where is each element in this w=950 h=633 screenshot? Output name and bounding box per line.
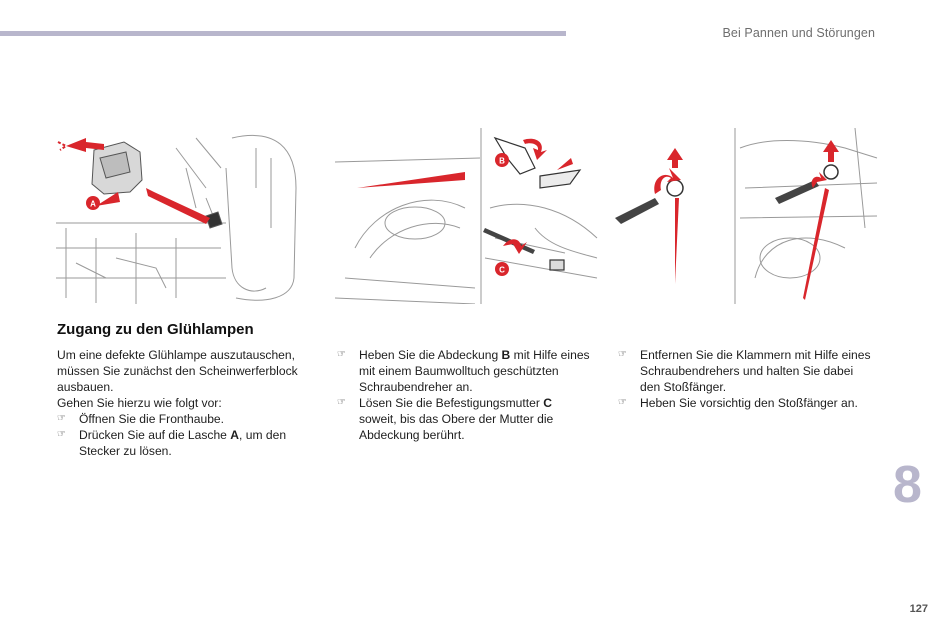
instructions-column-3 xyxy=(618,347,873,411)
instructions-column-2 xyxy=(337,347,592,443)
pointing-hand-icon: ☞ xyxy=(337,397,346,408)
page-number: 127 xyxy=(909,603,928,615)
lead-text: Gehen Sie hierzu wie folgt vor: xyxy=(57,396,222,410)
pointing-hand-icon: ☞ xyxy=(57,413,66,424)
illustration-bumper xyxy=(615,128,878,304)
pointing-hand-icon: ☞ xyxy=(337,349,346,360)
step-remove-clips: ☞ Entfernen Sie die Klammern mit Hilfe eines Schraubendrehers und halten Sie dabei den Stoßfänger. xyxy=(618,348,871,394)
intro-text: Um eine defekte Glühlampe auszutauschen, müssen Sie zunächst den Scheinwerferblock ausbauen. xyxy=(57,348,298,394)
pointing-hand-icon: ☞ xyxy=(618,397,627,408)
step-loosen-nut: ☞ Lösen Sie die Befestigungsmutter C soweit, bis das Obere der Mutter die Abdeckung berührt. xyxy=(337,396,554,442)
illustration-cover-nut xyxy=(335,128,598,304)
pointing-hand-icon: ☞ xyxy=(57,429,66,440)
instructions-column-1 xyxy=(57,347,312,459)
step-press-tab: ☞ Drücken Sie auf die Lasche A, um den Stecker zu lösen. xyxy=(57,428,287,458)
svg-text:A: A xyxy=(90,199,96,209)
pointing-hand-icon: ☞ xyxy=(618,349,627,360)
svg-text:C: C xyxy=(499,265,505,275)
svg-text:B: B xyxy=(499,156,505,166)
step-open-hood: ☞ Öffnen Sie die Fronthaube. xyxy=(57,412,225,426)
header-bar xyxy=(0,31,566,36)
step-lift-bumper: ☞ Heben Sie vorsichtig den Stoßfänger an. xyxy=(618,396,858,410)
illustration-connector xyxy=(56,128,319,304)
chapter-number: 8 xyxy=(893,456,922,514)
section-heading: Zugang zu den Glühlampen xyxy=(57,321,254,338)
section-title: Bei Pannen und Störungen xyxy=(722,26,875,40)
step-lift-cover: ☞ Heben Sie die Abdeckung B mit Hilfe eines mit einem Baumwolltuch geschützten Schraubendreher an. xyxy=(337,348,590,394)
